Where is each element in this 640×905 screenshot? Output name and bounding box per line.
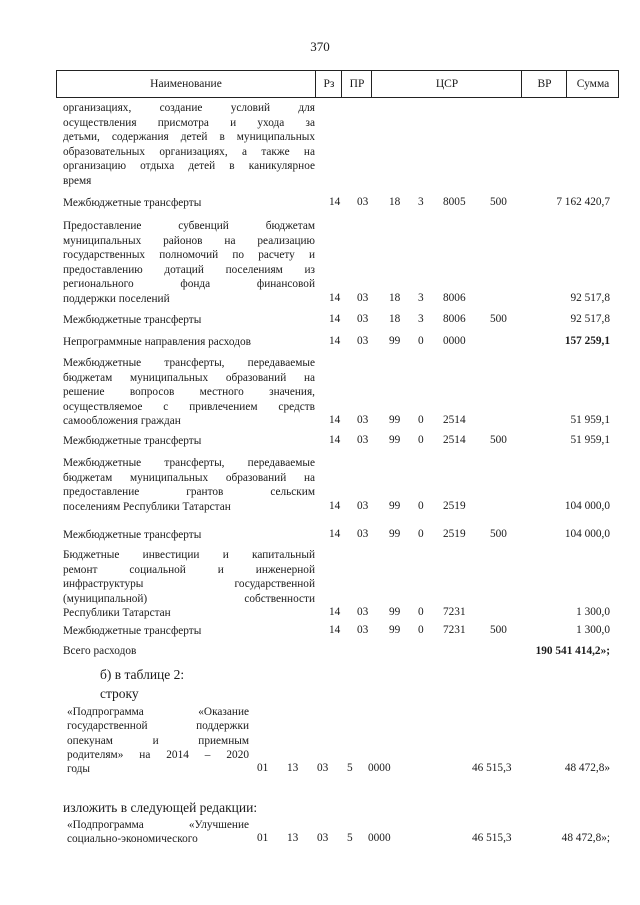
header-vr: ВР [521,71,567,97]
row-name-line: детьми, содержания детей в муниципальных [63,131,315,144]
row-pr: 03 [357,292,369,304]
row-c3: 0000 [443,335,466,347]
quote-c2: 5 [347,762,353,775]
quote-line: родителям» на 2014 – 2020 [67,748,249,761]
row-rz: 14 [329,335,341,347]
header-sum: Сумма [566,71,619,97]
row-name-line: (муниципальной) собственности [63,592,315,605]
row-c1: 99 [389,624,401,636]
quote-value-2: 48 472,8»; [561,832,610,845]
page-number: 370 [310,39,330,54]
quote-pr: 13 [287,762,299,775]
row-c1: 18 [389,313,401,325]
row-name-line: самообложения граждан [63,415,181,428]
header-name: Наименование [150,78,222,90]
header-rz: Рз [315,71,342,97]
row-name-line: Межбюджетные трансферты, передаваемые [63,357,315,369]
quote-c3: 0000 [368,832,391,845]
row-vr: 500 [490,624,507,636]
row-sum: 104 000,0 [564,499,610,512]
row-pr: 03 [357,499,369,512]
row-c2: 3 [418,196,424,208]
row-name [63,101,315,189]
row-pr: 03 [357,624,369,636]
row-pr: 03 [357,606,369,619]
row-c3: 2514 [443,434,466,446]
row-c2: 0 [418,624,424,636]
row-name-line: решение вопросов местного значения, [63,386,315,399]
quote-rz: 01 [257,832,269,845]
row-name [63,356,315,429]
row-name-line: бюджетам муниципальных образований на [63,371,315,384]
row-sum: 1 300,0 [576,606,610,619]
quote-2-text [67,818,249,847]
row-name [63,528,315,543]
row-name [63,313,315,328]
row-c1: 18 [389,292,401,304]
row-name-line: инфраструктуры государственной [63,578,315,591]
row-name [63,335,315,350]
row-c2: 0 [418,414,424,427]
row-sum: 51 959,1 [570,434,610,446]
row-c3: 8005 [443,196,466,208]
row-name-line: Межбюджетные трансферты [63,435,202,447]
row-rz: 14 [329,292,341,304]
row-sum: 92 517,8 [570,292,610,304]
row-c3: 8006 [443,313,466,325]
row-vr: 500 [490,313,507,325]
row-vr: 500 [490,528,507,540]
row-pr: 03 [357,196,369,208]
quote-1-text [67,705,249,776]
row-name-line: Предоставление субвенций бюджетам [63,220,315,232]
row-name-line: поселениям Республики Татарстан [63,500,231,513]
row-rz: 14 [329,624,341,636]
section-b-heading: б) в таблице 2: [100,667,185,682]
row-name-line: организацию отдыха детей в каникулярное [63,160,315,173]
row-c1: 99 [389,606,401,619]
row-pr: 03 [357,313,369,325]
row-c3: 7231 [443,606,466,619]
row-c3: 2514 [443,414,466,427]
row-c3: 7231 [443,624,466,636]
row-name-line: Межбюджетные трансферты, передаваемые [63,457,315,469]
row-c3: 8006 [443,292,466,304]
row-name-line: муниципальных районов на реализацию [63,234,315,247]
row-rz: 14 [329,414,341,427]
row-name [63,196,315,211]
row-c1: 99 [389,528,401,540]
section-replace-heading: изложить в следующей редакции: [63,800,258,815]
row-name [63,624,315,639]
row-c1: 18 [389,196,401,208]
row-c1: 99 [389,335,401,347]
row-rz: 14 [329,606,341,619]
row-name-line: государственных полномочий по расчету и [63,249,315,262]
row-rz: 14 [329,528,341,540]
row-c2: 0 [418,335,424,347]
quote-value-1: 46 515,3 [472,762,512,775]
row-pr: 03 [357,528,369,540]
row-rz: 14 [329,196,341,208]
quote-rz: 01 [257,762,269,775]
row-vr: 500 [490,434,507,446]
quote-line: «Подпрограмма «Оказание [67,706,249,718]
row-sum: 92 517,8 [570,313,610,325]
row-name-line: Межбюджетные трансферты [63,625,202,637]
row-sum: 104 000,0 [564,528,610,540]
row-pr: 03 [357,414,369,427]
row-name-line: предоставление грантов сельским [63,486,315,499]
row-name-line: Республики Татарстан [63,607,171,620]
row-name-line: Межбюджетные трансферты [63,529,202,541]
row-name-line: Межбюджетные трансферты [63,314,202,326]
row-rz: 14 [329,499,341,512]
row-c1: 99 [389,414,401,427]
row-sum: 51 959,1 [570,414,610,427]
row-c2: 0 [418,606,424,619]
quote-line: социально-экономического [67,833,198,846]
header-csr: ЦСР [371,71,522,97]
row-c1: 99 [389,499,401,512]
row-c3: 2519 [443,499,466,512]
row-c2: 3 [418,292,424,304]
row-name-line: поддержки поселений [63,292,170,305]
quote-c3: 0000 [368,762,391,775]
row-c2: 0 [418,434,424,446]
header-pr: ПР [341,71,372,97]
quote-line: государственной поддержки [67,720,249,733]
row-name [63,548,315,621]
row-name-line: предоставлению дотаций поселениям из [63,263,315,276]
row-name-line: образовательных организациях, а также на [63,145,315,158]
quote-pr: 13 [287,832,299,845]
row-name [63,434,315,449]
quote-line: «Подпрограмма «Улучшение [67,819,249,831]
row-name-line: организациях, создание условий для [63,102,315,114]
quote-line: годы [67,763,91,776]
row-c2: 3 [418,313,424,325]
row-name-line: время [63,174,92,187]
row-rz: 14 [329,313,341,325]
row-name [63,219,315,307]
quote-c1: 03 [317,832,329,845]
row-c2: 0 [418,528,424,540]
row-sum: 157 259,1 [564,335,610,347]
quote-c1: 03 [317,762,329,775]
quote-c2: 5 [347,832,353,845]
total-label: Всего расходов [63,645,137,657]
row-name-line: осуществления присмотра и ухода за [63,116,315,129]
quote-value-1: 46 515,3 [472,832,512,845]
row-vr: 500 [490,196,507,208]
quote-line: опекунам и приемным [67,734,249,747]
row-name-line: Бюджетные инвестиции и капитальный [63,549,315,561]
row-c2: 0 [418,499,424,512]
section-row-word: строку [100,686,139,701]
row-sum: 7 162 420,7 [556,196,610,208]
total-value: 190 541 414,2»; [535,645,610,657]
row-name-line: бюджетам муниципальных образований на [63,471,315,484]
row-name-line: Межбюджетные трансферты [63,197,202,209]
row-name [63,456,315,514]
row-pr: 03 [357,335,369,347]
row-sum: 1 300,0 [576,624,610,636]
row-name-line: Непрограммные направления расходов [63,336,251,348]
row-c1: 99 [389,434,401,446]
quote-value-2: 48 472,8» [564,762,610,775]
row-name-line: осуществляемое с привлечением средств [63,400,315,413]
row-c3: 2519 [443,528,466,540]
row-name-line: ремонт социальной и инженерной [63,563,315,576]
row-rz: 14 [329,434,341,446]
row-pr: 03 [357,434,369,446]
row-name-line: регионального фонда финансовой [63,278,315,291]
